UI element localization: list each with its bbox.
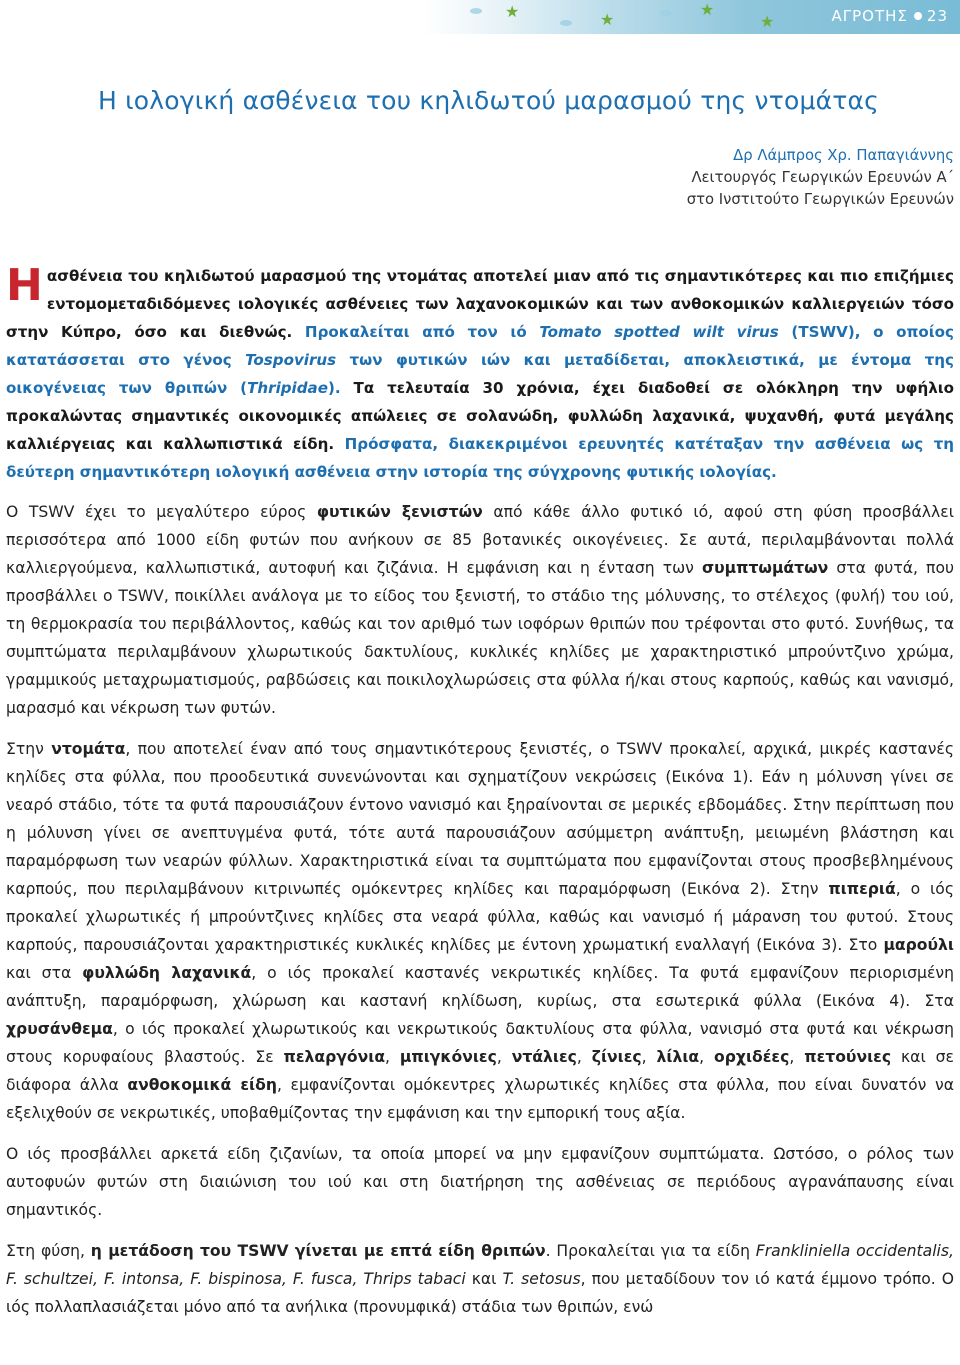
- text: Στην: [6, 740, 52, 758]
- paragraph-hosts: [6, 498, 954, 722]
- header-banner: [0, 0, 960, 34]
- lead-paragraph: [6, 262, 954, 486]
- keyword: πελαργόνια: [283, 1048, 386, 1066]
- dropcap-letter: Η: [6, 260, 43, 311]
- banner-star-icon: ★: [760, 12, 775, 31]
- paragraph-weeds: Ο ιός προσβάλλει αρκετά είδη ζιζανίων, τα οποία μπορεί να μην εμφανίζουν συμπτώματα. Ωστόσο, ο ρόλος των αυτοφυών φυτών στη διαιώνιση του ιού και στη διατήρηση της ασθένειας σε περιόδους αγρανάπαυσης είναι σημαντικός.: [6, 1145, 954, 1219]
- lead-text: ασθένεια του κηλιδωτού μαρασμού της ντομάτας αποτελεί μιαν από τις σημαντικότερες και πιο επιζήμιες εντομομεταδιδόμενες ιολογικές ασθένειες των λαχανοκομικών και των ανθοκομικών καλλιεργειών τόσο στην Κύπρο, όσο και διεθνώς.: [6, 267, 954, 341]
- virus-name: Tomato spotted wilt virus: [539, 323, 779, 341]
- section-name: ΑΓΡΟΤΗΣ: [831, 7, 908, 25]
- keyword: ζίνιες: [591, 1048, 642, 1066]
- author-role: Λειτουργός Γεωργικών Ερευνών Α΄: [691, 169, 954, 186]
- keyword: πιπεριά: [828, 880, 896, 898]
- keyword: πετούνιες: [804, 1048, 892, 1066]
- keyword: ανθοκομικά είδη: [127, 1076, 277, 1094]
- keyword: μαρούλι: [883, 936, 954, 954]
- species-names: T. setosus: [502, 1270, 581, 1288]
- banner-star-icon: ★: [600, 10, 615, 29]
- text: και: [465, 1270, 503, 1288]
- keyword: λίλια: [656, 1048, 700, 1066]
- page-number: 23: [926, 7, 948, 25]
- article-body: [6, 262, 954, 1334]
- text: στα φυτά, που προσβάλλει ο TSWV, ποικίλλει ανάλογα με το είδος του ξενιστή, το στάδιο της μόλυνσης, το στέλεχος (φυλή) του ιού, τη θερμοκρασία του περιβάλλοντος, καθώς και τον αριθμό των ιοφόρων θριπών που τρέφονται στο φυτό. Συνήθως, τα συμπτώματα περιλαμβάνουν χλωρωτικούς δακτυλίους, κυκλικές κηλίδες με χαρακτηριστικό μπρούντζινο χρώμα, γραμμικούς μεταχρωματισμούς, ραβδώσεις και ποικιλοχλωρώσεις στα φύλλα ή/και στους καρπούς, καθώς και νανισμό, μαρασμό και νέκρωση των φυτών.: [6, 559, 955, 717]
- keyword: ντομάτα: [51, 740, 126, 758]
- text: ,: [699, 1048, 715, 1066]
- text: ,: [641, 1048, 657, 1066]
- lead-text: Πρόσφατα, διακεκριμένοι ερευνητές κατέταξαν την ασθένεια ως τη δεύτερη σημαντικότερη ιολογική ασθένεια στην ιστορία της σύγχρονης φυτικής ιολογίας.: [6, 435, 954, 481]
- text: , που μεταδίδουν τον ιό κατά έμμονο τρόπο. Ο ιός πολλαπλασιάζεται μόνο από τα ανήλικα (προνυμφικά) στάδια των θριπών, ενώ: [6, 1270, 955, 1316]
- text: , ο ιός προκαλεί χλωρωτικούς και νεκρωτικούς δακτυλίους στα φύλλα, νανισμό στα φυτά και νέκρωση στους κορυφαίους βλαστούς. Σε: [6, 1020, 954, 1066]
- species-names: Frankliniella occidentalis, F. schultzei, F. intonsa, F. bispinosa, F. fusca, Thrips tabaci: [6, 1242, 954, 1288]
- keyword: συμπτωμάτων: [701, 559, 829, 577]
- banner-star-icon: ★: [700, 0, 715, 19]
- paragraph-transmission: [6, 1237, 954, 1321]
- text: ,: [789, 1048, 805, 1066]
- author-block: [687, 145, 954, 211]
- text: Στη φύση,: [6, 1242, 91, 1260]
- banner-star-icon: ★: [505, 2, 520, 21]
- author-institute: στο Ινστιτούτο Γεωργικών Ερευνών: [686, 191, 954, 208]
- text: , που αποτελεί έναν από τους σημαντικότερους ξενιστές, ο TSWV προκαλεί, αρχικά, μικρές καστανές κηλίδες στα φύλλα, που προοδευτικά συνενώνονται και σχηματίζουν νεκρώσεις (Εικόνα 1). Εάν η μόλυνση γίνει σε νεαρό στάδιο, τότε τα φυτά παρουσιάζουν έντονο νανισμό και ξηραίνονται σε μερικές εβδομάδες. Στην περίπτωση που η μόλυνση γίνει σε ανεπτυγμένα φυτά, τότε αυτά παρουσιάζουν ασύμμετρη ανάπτυξη, μειωμένη βλάστηση και παραμόρφωση των νεαρών φύλλων. Χαρακτηριστικά είναι τα συμπτώματα που εμφανίζονται στους προσβεβλημένους καρπούς, που περιλαμβάνουν κιτρινωπές ομόκεντρες κηλίδες και παραμόρφωση (Εικόνα 2). Στην: [6, 740, 954, 898]
- text: και σε διάφορα άλλα: [6, 1048, 954, 1094]
- author-name: Δρ Λάμπρος Χρ. Παπαγιάννης: [733, 147, 954, 164]
- text: , ο ιός προκαλεί καστανές νεκρωτικές κηλίδες. Τα φυτά εμφανίζουν περιορισμένη ανάπτυξη, παραμόρφωση, χλώρωση και καστανή κηλίδωση, κυρίως, στα εσωτερικά φύλλα (Εικόνα 4). Στα: [6, 964, 954, 1010]
- keyword: φυτικών ξενιστών: [316, 503, 483, 521]
- family-name: Thripidae: [247, 379, 328, 397]
- text: και στα: [6, 964, 83, 982]
- banner-dot-icon: [660, 10, 672, 16]
- lead-text: (TSWV), ο οποίος κατατάσσεται στο γένος: [6, 323, 954, 369]
- text: από κάθε άλλο φυτικό ιό, αφού στη φύση προσβάλλει περισσότερα από 1000 είδη φυτών που ανήκουν σε 85 βοτανικές οικογένειες. Σε αυτά, περιλαμβάνονται πολλά καλλιεργούμενα, καλλωπιστικά, αυτοφυή και ζιζάνια. Η εμφάνιση και η ένταση των: [6, 503, 954, 577]
- text: . Προκαλείται για τα είδη: [545, 1242, 756, 1260]
- text: ,: [576, 1048, 592, 1066]
- text: Ο TSWV έχει το μεγαλύτερο εύρος: [6, 503, 317, 521]
- genus-name: Tospovirus: [245, 351, 337, 369]
- banner-dot-icon: [470, 8, 482, 14]
- text: , εμφανίζονται ομόκεντρες χλωρωτικές κηλίδες στα φύλλα, που είναι δυνατόν να εξελιχθούν σε νεκρωτικές, υποβαθμίζοντας την εμφάνιση και την εμπορική τους αξία.: [6, 1076, 954, 1122]
- section-label: [832, 7, 948, 25]
- keyword: ορχιδέες: [714, 1048, 790, 1066]
- lead-text: των φυτικών ιών και μεταδίδεται, αποκλειστικά, με έντομα της οικογένειας των θριπών (: [6, 351, 954, 397]
- keyword: φυλλώδη λαχανικά: [82, 964, 252, 982]
- keyword: μπιγκόνιες: [399, 1048, 497, 1066]
- article-title: Η ιολογική ασθένεια του κηλιδωτού μαρασμού της ντομάτας: [98, 86, 880, 115]
- keyword: ντάλιες: [511, 1048, 577, 1066]
- lead-text: Τα τελευταία 30 χρόνια, έχει διαδοθεί σε ολόκληρη την υφήλιο προκαλώντας σημαντικές οικονομικές απώλειες σε σολανώδη, φυλλώδη λαχανικά, ψυχανθή, φυτά μεγάλης καλλιέργειας και καλλωπιστικά είδη.: [6, 379, 955, 453]
- text: , ο ιός προκαλεί χλωρωτικές ή μπρούντζινες κηλίδες στα νεαρά φύλλα, καθώς και νανισμό ή μάρανση του φυτού. Στους καρπούς, παρουσιάζονται χαρακτηριστικές κυκλικές κηλίδες με έντονη χρωματική εναλλαγή (Εικόνα 3). Στο: [6, 880, 954, 954]
- paragraph-symptoms: [6, 735, 954, 1127]
- keyword: η μετάδοση του TSWV γίνεται με επτά είδη θριπών: [90, 1242, 546, 1260]
- banner-dot-icon: [560, 20, 572, 26]
- text: ,: [496, 1048, 512, 1066]
- bullet-icon: [914, 12, 922, 20]
- lead-text: Προκαλείται από τον ιό: [292, 323, 540, 341]
- text: ,: [385, 1048, 400, 1066]
- lead-text: ).: [327, 379, 341, 397]
- keyword: χρυσάνθεμα: [6, 1020, 113, 1038]
